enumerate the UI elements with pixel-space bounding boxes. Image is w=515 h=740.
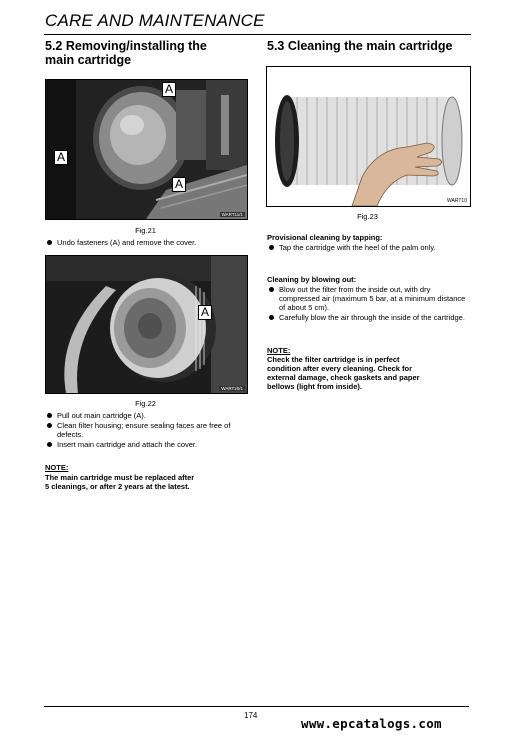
tapping-label: Provisional cleaning by tapping: <box>267 233 383 242</box>
fig23-caption: Fig.23 <box>357 212 378 221</box>
list-item: Carefully blow the air through the inside of the cartridge. <box>267 313 472 322</box>
list-item: Blow out the filter from the inside out, with dry compressed air (maximum 5 bar, at a minimum distance of about 5 cm). <box>267 285 472 312</box>
list-item: Tap the cartridge with the heel of the palm only. <box>267 243 472 252</box>
fig22-caption: Fig.22 <box>135 399 156 408</box>
fig22-illustration <box>46 256 247 393</box>
left-note-label: NOTE: <box>45 463 69 472</box>
list-item: Clean filter housing; ensure sealing faces are free of defects. <box>45 421 250 439</box>
fig23-code: WART10 <box>446 198 467 204</box>
watermark-url: www.epcatalogs.com <box>301 716 442 731</box>
right-note-line: external damage, check gaskets and paper <box>267 373 420 382</box>
fig21-caption: Fig.21 <box>135 226 156 235</box>
section-title-5-3: 5.3 Cleaning the main cartridge <box>267 39 453 53</box>
left-note-line: The main cartridge must be replaced after <box>45 473 195 482</box>
right-note-text <box>267 355 472 391</box>
section-title-5-2-line1: 5.2 Removing/installing the <box>45 39 207 53</box>
fig21-photo <box>45 79 248 220</box>
fig22-label-a: A <box>198 305 212 320</box>
right-note-line: bellows (light from inside). <box>267 382 363 391</box>
right-note-line: condition after every cleaning. Check for <box>267 364 413 373</box>
tapping-bullets <box>267 243 472 253</box>
fig22-code: WART20/1 <box>221 386 243 391</box>
fig23-photo <box>266 66 471 207</box>
blowing-label: Cleaning by blowing out: <box>267 275 357 284</box>
fig22-bullets <box>45 411 250 450</box>
fig21-label-a-left: A <box>54 150 68 165</box>
right-note-line: Check the filter cartridge is in perfect <box>267 355 400 364</box>
section-title-5-2 <box>45 39 260 67</box>
fig23-illustration <box>267 67 470 206</box>
fig21-code: WART11/1 <box>221 212 243 217</box>
list-item: Pull out main cartridge (A). <box>45 411 250 420</box>
blowing-bullets <box>267 285 472 323</box>
left-note-text <box>45 473 260 491</box>
fig21-label-a-top: A <box>162 82 176 97</box>
header-divider <box>44 34 471 35</box>
fig22-photo <box>45 255 248 394</box>
fig21-illustration <box>46 80 247 219</box>
fig21-label-a-right: A <box>172 177 186 192</box>
left-note-line: 5 cleanings, or after 2 years at the latest. <box>45 482 190 491</box>
list-item: Undo fasteners (A) and remove the cover. <box>45 238 250 247</box>
fig21-bullets <box>45 238 250 248</box>
list-item: Insert main cartridge and attach the cover. <box>45 440 250 449</box>
page-header-title: CARE AND MAINTENANCE <box>45 11 265 30</box>
footer-divider <box>44 706 469 707</box>
right-note-label: NOTE: <box>267 346 291 355</box>
page-number: 174 <box>244 711 258 720</box>
section-title-5-2-line2: main cartridge <box>45 53 132 67</box>
